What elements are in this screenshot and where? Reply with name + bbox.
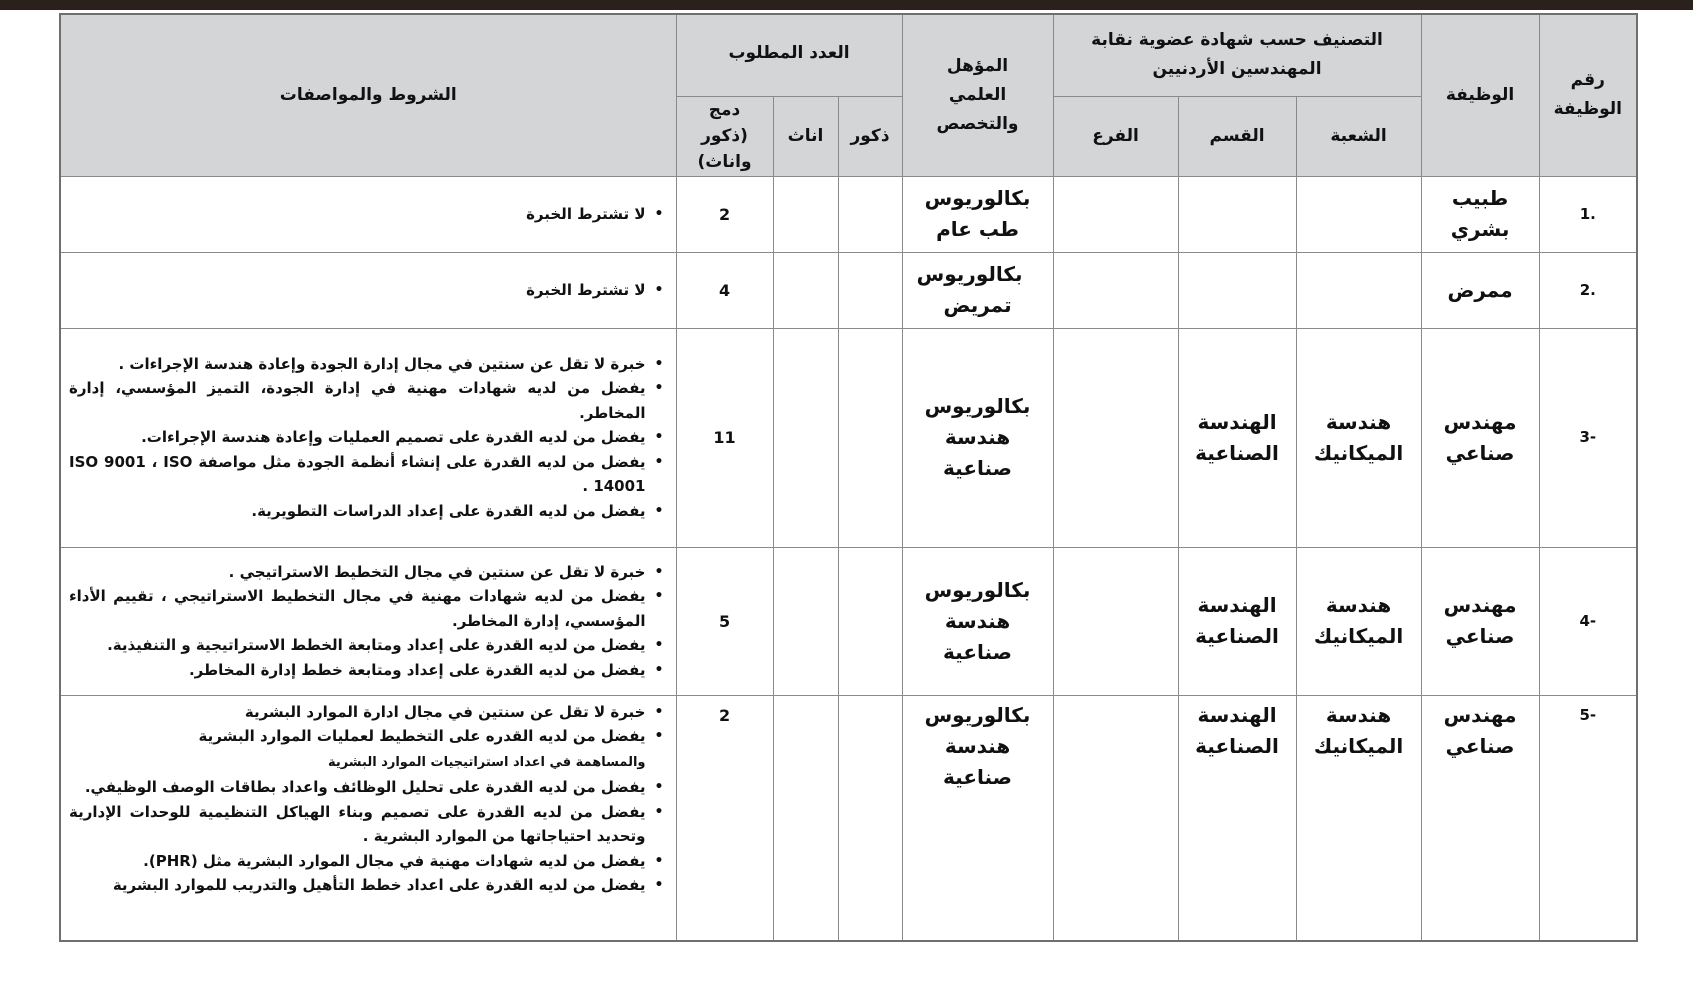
- cell-qualification: بكالوريوس هندسة صناعية: [902, 328, 1053, 547]
- condition-item: • يفضل من لديه القدرة على تصميم وبناء الهياكل التنظيمية للوحدات الإدارية وتحديد احتياجاتها من الموارد البشرية .: [69, 800, 646, 849]
- condition-item: [69, 724, 646, 775]
- table-row: [60, 695, 1637, 941]
- cell-conditions: [60, 695, 676, 941]
- condition-item: • يفضل من لديه القدرة على تحليل الوظائف واعداد بطاقات الوصف الوظيفي.: [69, 775, 646, 800]
- cell-merged: 4: [676, 252, 773, 328]
- cell-department: الهندسة الصناعية: [1178, 695, 1296, 941]
- condition-item: • يفضل من لديه القدرة على إعداد ومتابعة الخطط الاستراتيجية و التنفيذية.: [69, 633, 646, 658]
- condition-item: • يفضل من لديه شهادات مهنية في مجال التخطيط الاستراتيجي ، تقييم الأداء المؤسسي، إدارة المخاطر.: [69, 584, 646, 633]
- header-males: ذكور: [838, 96, 902, 176]
- header-division: الشعبة: [1296, 96, 1421, 176]
- cell-males: [838, 176, 902, 252]
- cell-conditions: [60, 176, 676, 252]
- cell-division: [1296, 176, 1421, 252]
- table-row: [60, 547, 1637, 695]
- cell-division: هندسة الميكانيك: [1296, 547, 1421, 695]
- jobs-table: [59, 13, 1638, 942]
- cell-qualification: بكالوريوس هندسة صناعية: [902, 695, 1053, 941]
- condition-main-text: يفضل من لديه القدره على التخطيط لعمليات الموارد البشرية: [198, 727, 646, 745]
- cell-department: [1178, 252, 1296, 328]
- condition-item: • خبرة لا تقل عن سنتين في مجال التخطيط الاستراتيجي .: [69, 560, 646, 585]
- condition-item: • خبرة لا تقل عن سنتين في مجال إدارة الجودة وإعادة هندسة الإجراءات .: [69, 352, 646, 377]
- condition-item: • يفضل من لديه القدرة على إعداد الدراسات التطويرية.: [69, 499, 646, 524]
- condition-item: • يفضل من لديه القدرة على تصميم العمليات وإعادة هندسة الإجراءات.: [69, 425, 646, 450]
- cell-branch: [1053, 176, 1178, 252]
- cell-males: [838, 695, 902, 941]
- cell-qualification: بكالوريوس طب عام: [902, 176, 1053, 252]
- header-branch: الفرع: [1053, 96, 1178, 176]
- cell-females: [773, 252, 838, 328]
- header-job: الوظيفة: [1421, 14, 1539, 176]
- cell-job: مهندس صناعي: [1421, 695, 1539, 941]
- cell-merged: 5: [676, 547, 773, 695]
- condition-item: • يفضل من لديه القدرة على اعداد خطط التأهيل والتدريب للموارد البشرية: [69, 873, 646, 898]
- cell-females: [773, 176, 838, 252]
- cell-merged: 2: [676, 176, 773, 252]
- table-row: [60, 176, 1637, 252]
- cell-job-number: -5: [1539, 695, 1637, 941]
- header-qualification: المؤهل العلمي والتخصص: [902, 14, 1053, 176]
- condition-item: • يفضل من لديه شهادات مهنية في مجال الموارد البشرية مثل (PHR).: [69, 849, 646, 874]
- cell-females: [773, 695, 838, 941]
- cell-job: طبيب بشري: [1421, 176, 1539, 252]
- cell-conditions: [60, 547, 676, 695]
- cell-job-number: -4: [1539, 547, 1637, 695]
- condition-item: • يفضل من لديه شهادات مهنية في إدارة الجودة، التميز المؤسسي، إدارة المخاطر.: [69, 376, 646, 425]
- cell-males: [838, 328, 902, 547]
- condition-item: • لا تشترط الخبرة: [69, 202, 646, 227]
- header-department: القسم: [1178, 96, 1296, 176]
- cell-females: [773, 328, 838, 547]
- condition-item: • يفضل من لديه القدرة على إعداد ومتابعة خطط إدارة المخاطر.: [69, 658, 646, 683]
- cell-department: الهندسة الصناعية: [1178, 328, 1296, 547]
- cell-branch: [1053, 547, 1178, 695]
- cell-job: مهندس صناعي: [1421, 547, 1539, 695]
- cell-males: [838, 252, 902, 328]
- cell-qualification: بكالوريوس تمريض: [902, 252, 1053, 328]
- cell-merged: 11: [676, 328, 773, 547]
- cell-job: ممرض: [1421, 252, 1539, 328]
- cell-branch: [1053, 695, 1178, 941]
- cell-job-number: .2: [1539, 252, 1637, 328]
- cell-females: [773, 547, 838, 695]
- table-row: [60, 328, 1637, 547]
- condition-item: • خبرة لا تقل عن سنتين في مجال ادارة الموارد البشرية: [69, 700, 646, 725]
- header-classification: التصنيف حسب شهادة عضوية نقابة المهندسين الأردنيين: [1053, 14, 1421, 96]
- header-job-number: رقم الوظيفة: [1539, 14, 1637, 176]
- condition-item: • لا تشترط الخبرة: [69, 278, 646, 303]
- cell-department: [1178, 176, 1296, 252]
- table-row: [60, 252, 1637, 328]
- cell-division: هندسة الميكانيك: [1296, 328, 1421, 547]
- header-merged: دمج (ذكور واناث): [676, 96, 773, 176]
- condition-sub-text: والمساهمة في اعداد استراتيجيات الموارد البشرية: [327, 754, 646, 770]
- cell-merged: 2: [676, 695, 773, 941]
- header-conditions: الشروط والمواصفات: [60, 14, 676, 176]
- cell-males: [838, 547, 902, 695]
- top-dark-bar: [0, 0, 1693, 10]
- header-required-count: العدد المطلوب: [676, 14, 902, 96]
- cell-branch: [1053, 252, 1178, 328]
- cell-conditions: [60, 252, 676, 328]
- cell-job-number: .1: [1539, 176, 1637, 252]
- cell-division: [1296, 252, 1421, 328]
- cell-qualification: بكالوريوس هندسة صناعية: [902, 547, 1053, 695]
- cell-conditions: [60, 328, 676, 547]
- cell-job-number: -3: [1539, 328, 1637, 547]
- cell-branch: [1053, 328, 1178, 547]
- cell-division: هندسة الميكانيك: [1296, 695, 1421, 941]
- cell-department: الهندسة الصناعية: [1178, 547, 1296, 695]
- condition-item: • يفضل من لديه القدرة على إنشاء أنظمة الجودة مثل مواصفة ISO 9001 ، ISO 14001 .: [69, 450, 646, 499]
- header-females: اناث: [773, 96, 838, 176]
- cell-job: مهندس صناعي: [1421, 328, 1539, 547]
